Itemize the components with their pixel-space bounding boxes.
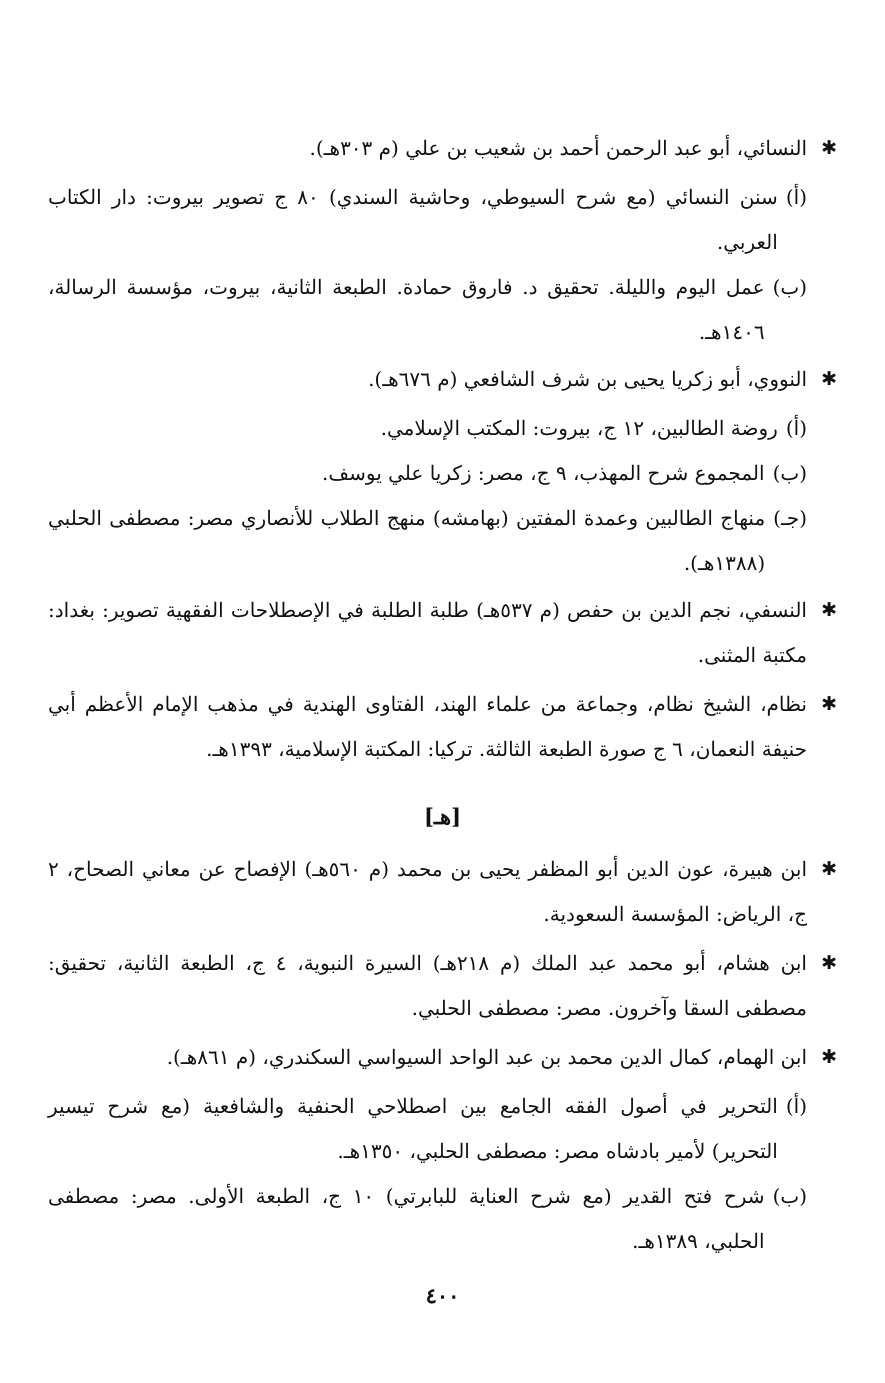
bib-subentry — [48, 496, 837, 586]
bib-subentry-text: سنن النسائي (مع شرح السيوطي، وحاشية السندي) ٨٠ ج تصوير بيروت: دار الكتاب العربي. — [48, 185, 778, 254]
subentry-marker: (جـ) — [773, 506, 807, 530]
asterisk-icon: ✱ — [821, 368, 837, 390]
bib-entry-text: ابن هبيرة، عون الدين أبو المظفر يحيى بن محمد (م ٥٦٠هـ) الإفصاح عن معاني الصحاح، ٢ ج، الرياض: المؤسسة السعودية. — [48, 857, 807, 926]
subentry-marker: (أ) — [785, 185, 807, 209]
asterisk-icon: ✱ — [821, 599, 837, 621]
bib-entry — [48, 1035, 837, 1080]
page-number: ٤٠٠ — [425, 1283, 460, 1308]
bib-entry-text: نظام، الشيخ نظام، وجماعة من علماء الهند، الفتاوى الهندية في مذهب الإمام الأعظم أبي حنيفة النعمان، ٦ ج صورة الطبعة الثالثة. تركيا: المكتبة الإسلامية، ١٣٩٣هـ. — [48, 692, 807, 761]
bib-subentry — [48, 1174, 837, 1264]
bib-entry — [48, 941, 837, 1031]
asterisk-icon: ✱ — [821, 1046, 837, 1068]
asterisk-icon: ✱ — [821, 952, 837, 974]
bib-subentry — [48, 451, 837, 496]
bibliography-list-b — [48, 847, 837, 1264]
bib-subentry-text: شرح فتح القدير (مع شرح العناية للبابرتي) ١٠ ج، الطبعة الأولى. مصر: مصطفى الحلبي، ١٣٨٩هـ. — [48, 1184, 765, 1253]
subentry-marker: (أ) — [785, 1094, 807, 1118]
bib-entry — [48, 126, 837, 171]
bib-subentry-text: عمل اليوم والليلة. تحقيق د. فاروق حمادة. الطبعة الثانية، بيروت، مؤسسة الرسالة، ١٤٠٦هـ. — [48, 275, 765, 344]
bib-entry-text: النووي، أبو زكريا يحيى بن شرف الشافعي (م ٦٧٦هـ). — [368, 367, 807, 391]
subentry-marker: (ب) — [772, 1184, 807, 1208]
bib-subentry — [48, 406, 837, 451]
bib-entry — [48, 588, 837, 678]
bib-subentry-text: التحرير في أصول الفقه الجامع بين اصطلاحي الحنفية والشافعية (مع شرح تيسير التحرير) لأمير بادشاه مصر: مصطفى الحلبي، ١٣٥٠هـ. — [48, 1094, 778, 1163]
bib-entry — [48, 847, 837, 937]
bib-subentry-text: روضة الطالبين، ١٢ ج، بيروت: المكتب الإسلامي. — [380, 416, 778, 440]
bib-entry — [48, 357, 837, 402]
bib-subentry — [48, 1084, 837, 1174]
bib-entry-text: النسفي، نجم الدين بن حفص (م ٥٣٧هـ) طلبة الطلبة في الإصطلاحات الفقهية تصوير: بغداد: مكتبة المثنى. — [48, 598, 807, 667]
subentry-marker: (ب) — [772, 275, 807, 299]
subentry-marker: (ب) — [772, 461, 807, 485]
bib-subentry-text: منهاج الطالبين وعمدة المفتين (بهامشه) منهج الطلاب للأنصاري مصر: مصطفى الحلبي (١٣٨٨هـ). — [48, 506, 766, 575]
section-heading: [هـ] — [423, 804, 462, 829]
bib-subentry — [48, 175, 837, 265]
bib-entry-text: ابن هشام، أبو محمد عبد الملك (م ٢١٨هـ) السيرة النبوية، ٤ ج، الطبعة الثانية، تحقيق: مصطفى السقا وآخرون. مصر: مصطفى الحلبي. — [48, 951, 807, 1020]
bib-entry-text: ابن الهمام، كمال الدين محمد بن عبد الواحد السيواسي السكندري، (م ٨٦١هـ). — [166, 1045, 807, 1069]
bibliography-list-a — [48, 126, 837, 772]
subentry-marker: (أ) — [785, 416, 807, 440]
bib-entry-text: النسائي، أبو عبد الرحمن أحمد بن شعيب بن علي (م ٣٠٣هـ). — [309, 136, 807, 160]
asterisk-icon: ✱ — [821, 693, 837, 715]
asterisk-icon: ✱ — [821, 137, 837, 159]
asterisk-icon: ✱ — [821, 858, 837, 880]
bib-subentry — [48, 265, 837, 355]
bib-subentry-text: المجموع شرح المهذب، ٩ ج، مصر: زكريا علي يوسف. — [322, 461, 765, 485]
bib-entry — [48, 682, 837, 772]
